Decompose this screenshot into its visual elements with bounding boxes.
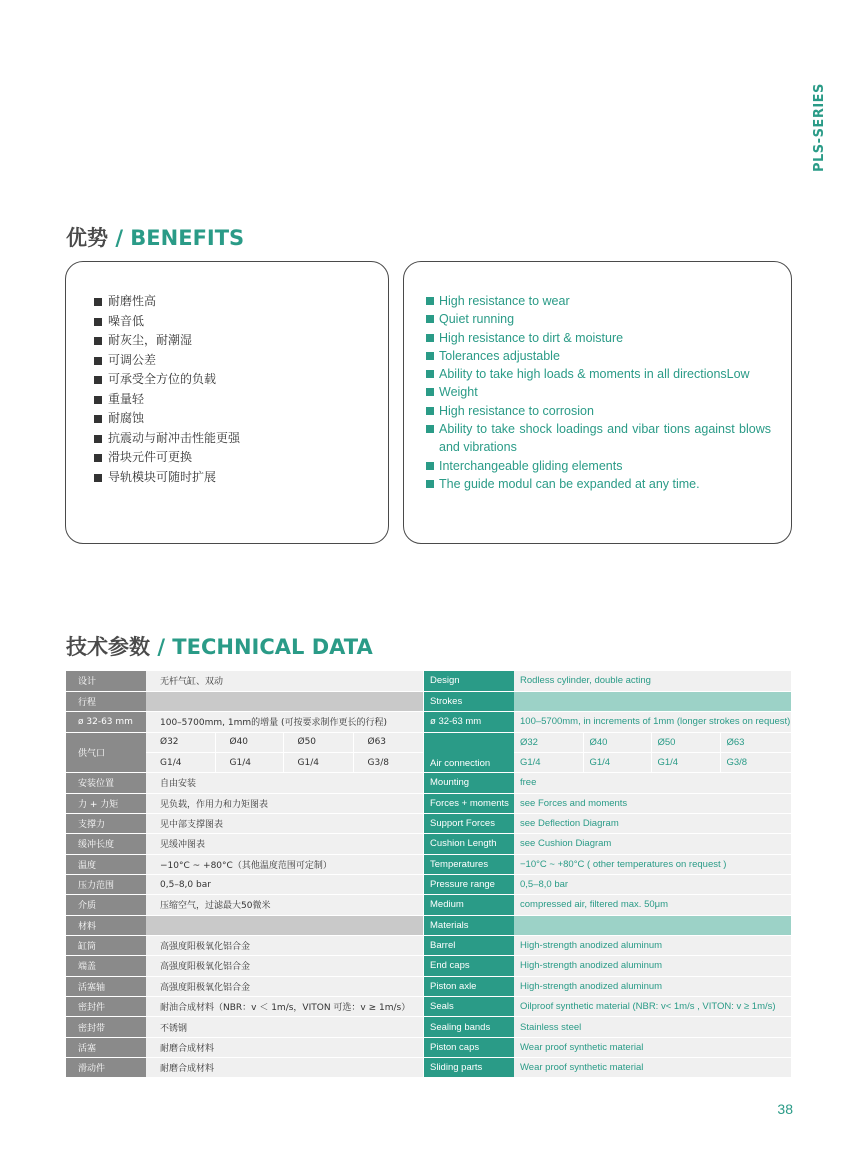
row-value: 自由安装 (146, 773, 423, 793)
port-cell: G3/8 (720, 752, 791, 772)
row-label: Air connection (424, 732, 514, 773)
row-value: 耐油合成材料（NBR：v ＜ 1m/s，VITON 可选：v ≥ 1m/s） (146, 997, 423, 1017)
row-value (146, 915, 423, 935)
table-row (424, 976, 791, 996)
row-label: Forces + moments (424, 793, 514, 813)
row-label: 缓冲长度 (66, 834, 146, 854)
list-item: Quiet running (426, 310, 771, 328)
benefits-heading (66, 222, 244, 252)
size-cell: Ø50 (651, 732, 720, 752)
row-label: 安装位置 (66, 773, 146, 793)
row-label: 行程 (66, 691, 146, 711)
list-item: 可承受全方位的负载 (94, 370, 240, 390)
port-cell: G1/4 (514, 752, 583, 772)
row-value: 高强度阳极氧化铝合金 (146, 976, 423, 996)
list-item: The guide modul can be expanded at any time. (426, 475, 771, 493)
row-label: Support Forces (424, 813, 514, 833)
row-label: Materials (424, 915, 514, 935)
row-label: 活塞轴 (66, 976, 146, 996)
table-row (424, 773, 791, 793)
table-row (66, 956, 423, 976)
row-label: 设计 (66, 671, 146, 691)
list-item: Ability to take shock loadings and vibar tions against blows and vibrations (426, 420, 771, 457)
list-item: Weight (426, 383, 771, 401)
port-cell: G1/4 (651, 752, 720, 772)
list-item: 耐腐蚀 (94, 409, 240, 429)
port-cell: G1/4 (215, 752, 283, 772)
row-label: 端盖 (66, 956, 146, 976)
list-item: High resistance to corrosion (426, 402, 771, 420)
row-value: Wear proof synthetic material (514, 1037, 791, 1057)
table-row (66, 997, 423, 1017)
row-value: 见负载，作用力和力矩图表 (146, 793, 423, 813)
series-label: PLS-SERIES (812, 83, 827, 172)
row-value: 见缓冲图表 (146, 834, 423, 854)
table-row (424, 935, 791, 955)
table-row (66, 813, 423, 833)
row-label: Strokes (424, 691, 514, 711)
size-cell: Ø32 (146, 732, 215, 752)
benefits-en-box (403, 261, 792, 544)
row-label: Barrel (424, 935, 514, 955)
row-value: 无杆气缸、双动 (146, 671, 423, 691)
page-number: 38 (777, 1101, 793, 1117)
list-item: 抗震动与耐冲击性能更强 (94, 429, 240, 449)
row-label: 支撑力 (66, 813, 146, 833)
row-label: 供气口 (66, 732, 146, 773)
row-value: Stainless steel (514, 1017, 791, 1037)
row-label: ø 32-63 mm (424, 712, 514, 732)
table-row (424, 915, 791, 935)
table-row (424, 834, 791, 854)
table-row (66, 854, 423, 874)
list-item: Interchangeable gliding elements (426, 457, 771, 475)
row-value: see Cushion Diagram (514, 834, 791, 854)
row-label: Sliding parts (424, 1058, 514, 1078)
row-label: 压力范围 (66, 874, 146, 894)
table-row (424, 793, 791, 813)
table-row (424, 712, 791, 732)
table-row (424, 691, 791, 711)
table-row (424, 997, 791, 1017)
row-value: 0,5–8,0 bar (146, 874, 423, 894)
table-row (66, 712, 423, 732)
table-row (424, 1058, 791, 1078)
table-row (66, 895, 423, 915)
row-value: 高强度阳极氧化铝合金 (146, 956, 423, 976)
row-value: Wear proof synthetic material (514, 1058, 791, 1078)
size-cell: Ø63 (720, 732, 791, 752)
list-item: 导轨模块可随时扩展 (94, 468, 240, 488)
technical-table-en (424, 671, 791, 1078)
table-row (66, 1037, 423, 1057)
table-row (424, 1037, 791, 1057)
row-label: Design (424, 671, 514, 691)
size-cell: Ø63 (353, 732, 423, 752)
benefits-heading-cn: 优势 (66, 226, 108, 250)
row-value: 100–5700mm, 1mm的增量 (可按要求制作更长的行程) (146, 712, 423, 732)
row-value: 不锈钢 (146, 1017, 423, 1037)
table-row (66, 915, 423, 935)
row-value: free (514, 773, 791, 793)
table-row (424, 813, 791, 833)
row-value: 100–5700mm, in increments of 1mm (longer strokes on request) (514, 712, 791, 732)
technical-heading-cn: 技术参数 (66, 635, 150, 659)
list-item: High resistance to dirt & moisture (426, 329, 771, 347)
row-value (514, 691, 791, 711)
row-label: Mounting (424, 773, 514, 793)
row-value: High-strength anodized aluminum (514, 976, 791, 996)
table-row (66, 671, 423, 691)
row-value: −10°C ~ +80°C（其他温度范围可定制） (146, 854, 423, 874)
row-value: High-strength anodized aluminum (514, 935, 791, 955)
table-row (66, 1017, 423, 1037)
row-label: Seals (424, 997, 514, 1017)
list-item: 滑块元件可更换 (94, 448, 240, 468)
row-value: compressed air, filtered max. 50μm (514, 895, 791, 915)
list-item: 耐磨性高 (94, 292, 240, 312)
list-item: Tolerances adjustable (426, 347, 771, 365)
list-item: Ability to take high loads & moments in all directionsLow (426, 365, 771, 383)
table-row (66, 793, 423, 813)
row-value (146, 691, 423, 711)
row-label: 缸筒 (66, 935, 146, 955)
row-label: Cushion Length (424, 834, 514, 854)
benefits-cn-list (94, 292, 240, 487)
port-cell: G1/4 (146, 752, 215, 772)
row-value: 耐磨合成材料 (146, 1037, 423, 1057)
row-label: End caps (424, 956, 514, 976)
technical-heading-en: TECHNICAL DATA (172, 635, 373, 659)
table-row (66, 834, 423, 854)
row-label: 活塞 (66, 1037, 146, 1057)
benefits-cn-box (65, 261, 389, 544)
row-value (514, 915, 791, 935)
heading-separator: / (115, 226, 131, 250)
list-item: 噪音低 (94, 312, 240, 332)
size-cell: Ø50 (283, 732, 353, 752)
table-row (424, 956, 791, 976)
table-row (424, 854, 791, 874)
technical-table-cn (66, 671, 423, 1078)
row-label: Piston caps (424, 1037, 514, 1057)
row-label: Sealing bands (424, 1017, 514, 1037)
row-label: ø 32-63 mm (66, 712, 146, 732)
row-value: −10°C ~ +80°C ( other temperatures on request ) (514, 854, 791, 874)
row-label: Temperatures (424, 854, 514, 874)
table-row (66, 976, 423, 996)
table-row (66, 732, 423, 752)
technical-heading (66, 631, 373, 661)
table-row (66, 874, 423, 894)
port-cell: G1/4 (583, 752, 651, 772)
table-row (66, 1058, 423, 1078)
table-row (424, 671, 791, 691)
port-cell: G1/4 (283, 752, 353, 772)
row-label: Piston axle (424, 976, 514, 996)
row-value: 高强度阳极氧化铝合金 (146, 935, 423, 955)
list-item: High resistance to wear (426, 292, 771, 310)
row-value: 0,5–8,0 bar (514, 874, 791, 894)
table-row (66, 935, 423, 955)
benefits-heading-en: BENEFITS (130, 226, 245, 250)
row-label: 滑动件 (66, 1058, 146, 1078)
table-row (424, 1017, 791, 1037)
table-row (424, 732, 791, 752)
row-value: see Deflection Diagram (514, 813, 791, 833)
table-row (424, 895, 791, 915)
row-value: Rodless cylinder, double acting (514, 671, 791, 691)
list-item: 耐灰尘，耐潮湿 (94, 331, 240, 351)
row-value: Oilproof synthetic material (NBR: v< 1m/s , VITON: v ≥ 1m/s) (514, 997, 791, 1017)
row-label: 温度 (66, 854, 146, 874)
benefits-en-list (426, 292, 771, 493)
row-label: 介质 (66, 895, 146, 915)
row-label: 材料 (66, 915, 146, 935)
size-cell: Ø40 (583, 732, 651, 752)
row-label: 密封件 (66, 997, 146, 1017)
row-value: see Forces and moments (514, 793, 791, 813)
row-value: 压缩空气，过滤最大50微米 (146, 895, 423, 915)
size-cell: Ø40 (215, 732, 283, 752)
list-item: 可调公差 (94, 351, 240, 371)
table-row (66, 691, 423, 711)
list-item: 重量轻 (94, 390, 240, 410)
size-cell: Ø32 (514, 732, 583, 752)
row-label: Medium (424, 895, 514, 915)
table-row (424, 874, 791, 894)
port-cell: G3/8 (353, 752, 423, 772)
row-value: High-strength anodized aluminum (514, 956, 791, 976)
row-label: 力 + 力矩 (66, 793, 146, 813)
row-label: 密封带 (66, 1017, 146, 1037)
table-row (66, 773, 423, 793)
heading-separator: / (157, 635, 173, 659)
row-value: 见中部支撑图表 (146, 813, 423, 833)
row-value: 耐磨合成材料 (146, 1058, 423, 1078)
row-label: Pressure range (424, 874, 514, 894)
